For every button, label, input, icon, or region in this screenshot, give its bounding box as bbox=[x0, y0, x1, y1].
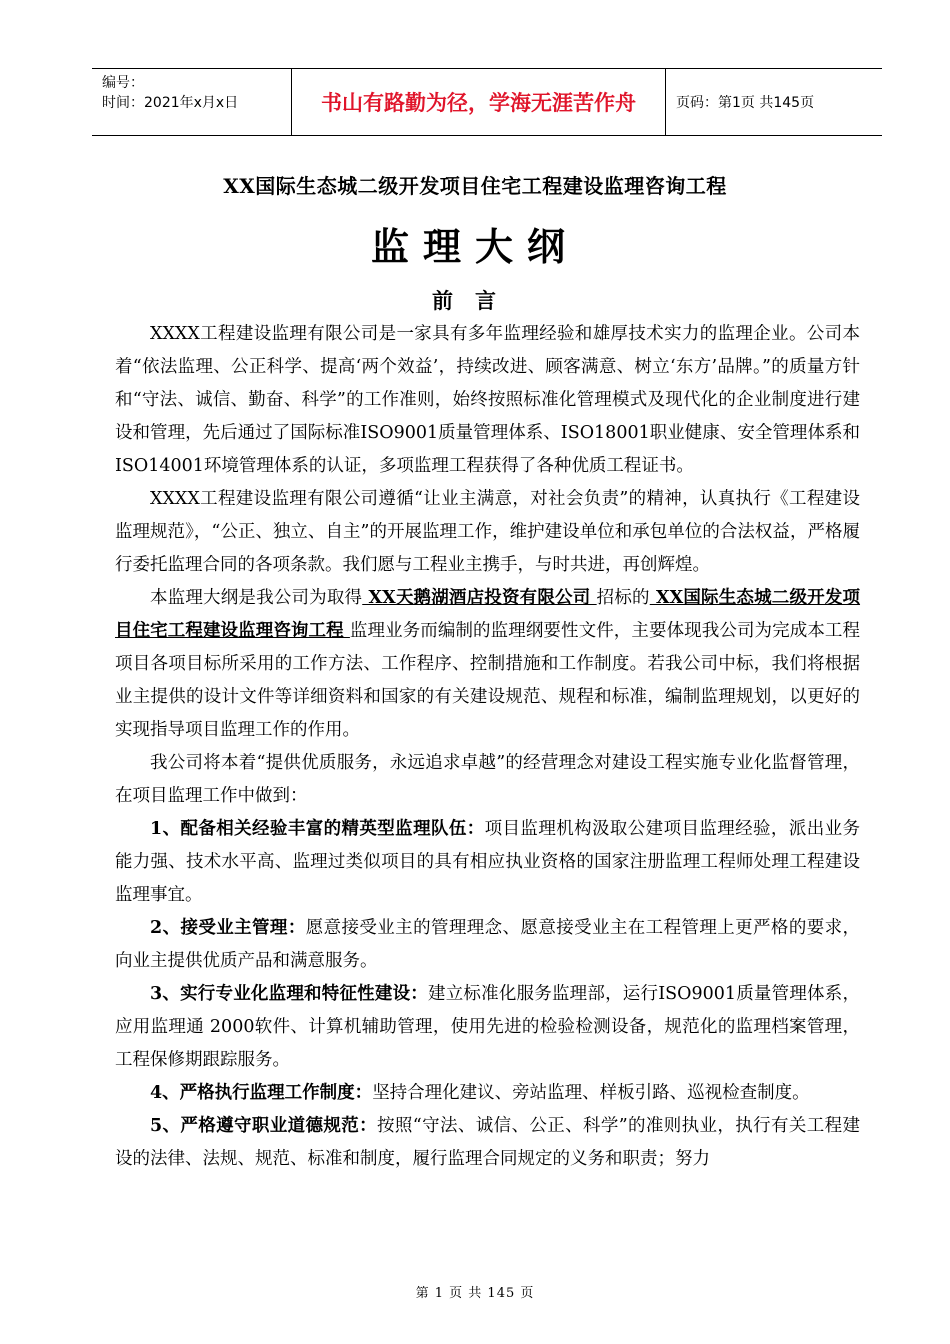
header-meta bbox=[92, 69, 292, 135]
paragraph-company-spirit: XXXX工程建设监理有限公司遵循“让业主满意，对社会负责”的精神，认真执行《工程建设监理规范》，“公正、独立、自主”的开展监理工作，维护建设单位和承包单位的合法权益，严格履行委托监理合同的各项条款。我们愿与工程业主携手，与时共进，再创辉煌。 bbox=[115, 489, 860, 575]
item-1-text: 项目监理机构汲取公建项目监理经验，派出业务能力强、技术水平高、监理过类似项目的具有相应执业资格的国家注册监理工程师处理工程建设监理事宜。 bbox=[115, 819, 860, 905]
header-motto: 书山有路勤为径，学海无涯苦作舟 bbox=[292, 69, 666, 135]
item-3-heading: 3、实行专业化监理和特征性建设： bbox=[150, 984, 429, 1004]
item-5-text: 按照“守法、诚信、公正、科学”的准则执业，执行有关工程建设的法律、法规、规范、标准和制度，履行监理合同规定的义务和职责；努力 bbox=[115, 1116, 860, 1169]
paragraph-service-concept: 我公司将本着“提供优质服务，永远追求卓越”的经营理念对建设工程实施专业化监督管理，在项目监理工作中做到： bbox=[115, 753, 860, 806]
paragraph-outline-purpose bbox=[115, 582, 860, 747]
item-5-heading: 5、严格遵守职业道德规范： bbox=[150, 1116, 378, 1136]
item-5 bbox=[115, 1110, 860, 1176]
p3-text-a: 本监理大纲是我公司为取得 bbox=[150, 588, 363, 608]
document-title: XX国际生态城二级开发项目住宅工程建设监理咨询工程 bbox=[223, 174, 727, 198]
item-2-heading: 2、接受业主管理： bbox=[150, 918, 306, 938]
item-4-heading: 4、严格执行监理工作制度： bbox=[150, 1083, 373, 1103]
project-name: XX国际生态城二级开发项目住宅工程建设监理咨询工程 bbox=[115, 588, 861, 641]
p3-text-c: 监理业务而编制的监理纲要性文件，主要体现我公司为完成本工程项目各项目标所采用的工作方法、工作程序、控制措施和工作制度。若我公司中标，我们将根据业主提供的设计文件等详细资料和国家的有关建设规范、规程和标准，编制监理规划，以更好的实现指导项目监理工作的作用。 bbox=[115, 621, 861, 740]
preface-heading: 前言 bbox=[432, 288, 518, 313]
item-3 bbox=[115, 978, 860, 1077]
item-1-heading: 1、配备相关经验丰富的精英型监理队伍： bbox=[150, 819, 485, 839]
item-2-text: 愿意接受业主的管理理念、愿意接受业主在工程管理上更严格的要求，向业主提供优质产品和满意服务。 bbox=[115, 918, 860, 971]
p3-text-b: 招标的 bbox=[596, 588, 650, 608]
document-body bbox=[115, 318, 860, 1176]
page-header bbox=[92, 68, 882, 136]
document-number-label: 编号： bbox=[102, 75, 144, 91]
header-page-info: 页码：第1页 共145页 bbox=[676, 95, 815, 111]
document-time-label: 时间：2021年x月x日 bbox=[102, 95, 239, 111]
item-2 bbox=[115, 912, 860, 978]
main-title: 监理大纲 bbox=[370, 224, 579, 269]
client-name: XX天鹅湖酒店投资有限公司 bbox=[362, 588, 597, 608]
item-4 bbox=[115, 1077, 860, 1110]
page-footer: 第 1 页 共 145 页 bbox=[415, 1286, 535, 1301]
paragraph-company-intro: XXXX工程建设监理有限公司是一家具有多年监理经验和雄厚技术实力的监理企业。公司本着“依法监理、公正科学、提高‘两个效益’，持续改进、顾客满意、树立‘东方’品牌。”的质量方针和“守法、诚信、勤奋、科学”的工作准则，始终按照标准化管理模式及现代化的企业制度进行建设和管理，先后通过了国际标准ISO9001质量管理体系、ISO18001职业健康、安全管理体系和ISO14001环境管理体系的认证，多项监理工程获得了各种优质工程证书。 bbox=[115, 324, 860, 476]
item-3-text: 建立标准化服务监理部，运行ISO9001质量管理体系，应用监理通 2000软件、计算机辅助管理，使用先进的检验检测设备，规范化的监理档案管理，工程保修期跟踪服务。 bbox=[115, 984, 860, 1070]
item-4-text: 坚持合理化建议、旁站监理、样板引路、巡视检查制度。 bbox=[372, 1083, 810, 1103]
item-1 bbox=[115, 813, 860, 912]
